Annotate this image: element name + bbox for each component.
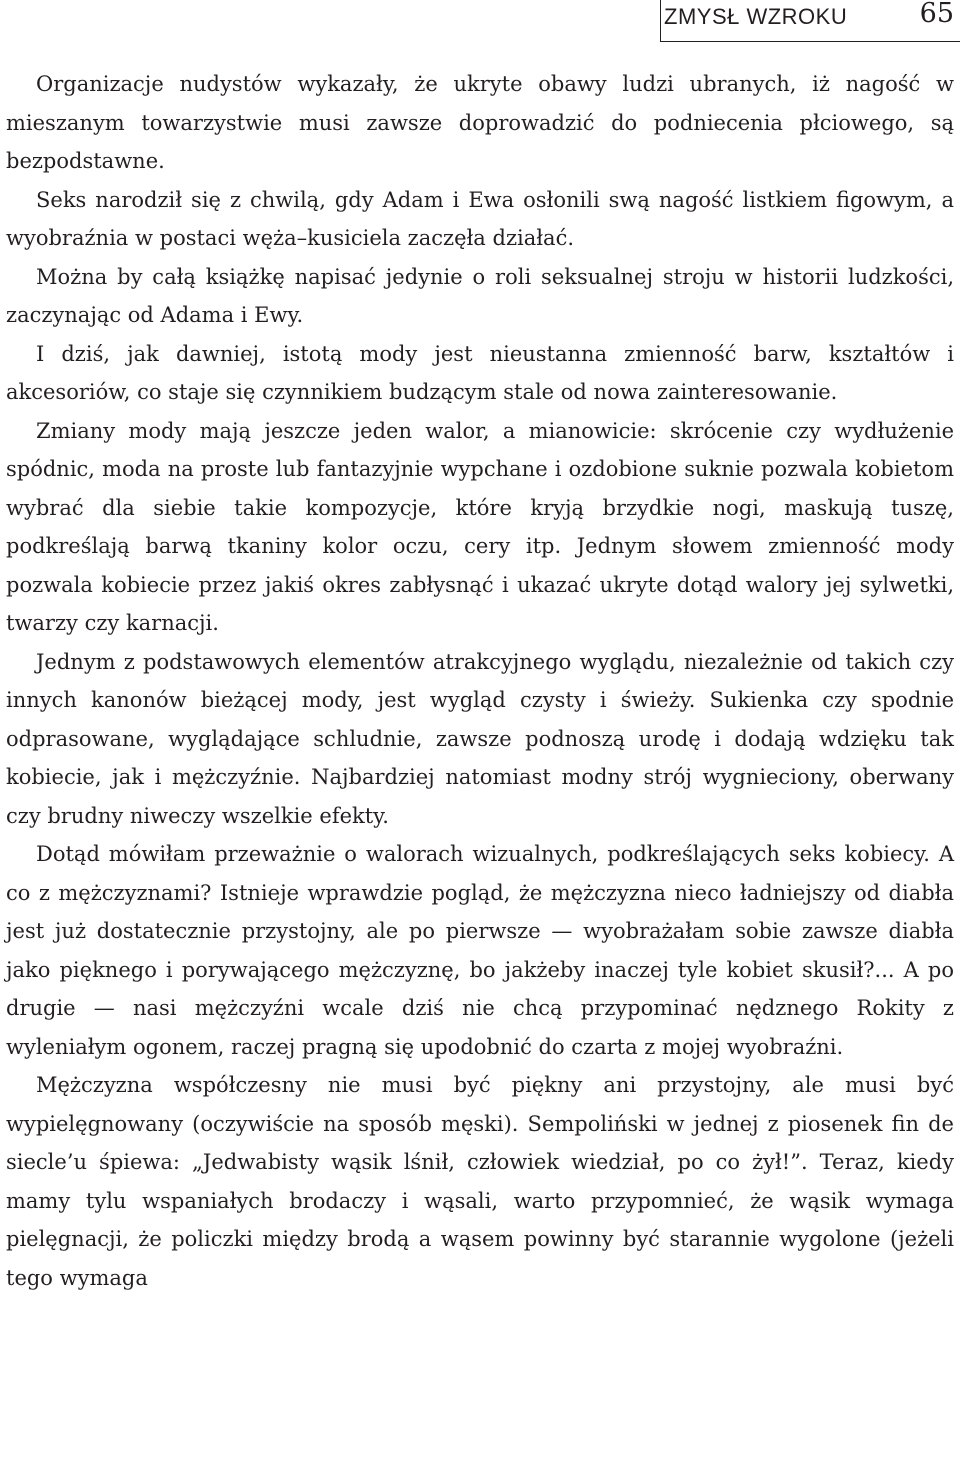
running-header bbox=[660, 0, 960, 42]
paragraph: Seks narodził się z chwilą, gdy Adam i Ewa osłonili swą nagość listkiem figowym, a wyobraźnia w postaci węża–kusiciela zaczęła działać. bbox=[6, 187, 954, 250]
chapter-title: ZMYSŁ WZROKU bbox=[664, 4, 848, 29]
paragraph: Jednym z podstawowych elementów atrakcyjnego wyglądu, niezależnie od takich czy innych kanonów bieżącej mody, jest wygląd czysty i świeży. Sukienka czy spodnie odprasowane, wyglądające schludnie, zawsze podnoszą urodę i dodają wdzięku tak kobiecie, jak i mężczyźnie. Najbardziej natomiast modny strój wygnieciony, oberwany czy brudny niweczy wszelkie efekty. bbox=[6, 649, 954, 828]
page-number: 65 bbox=[919, 0, 954, 29]
paragraph: Organizacje nudystów wykazały, że ukryte obawy ludzi ubranych, iż nagość w mieszanym towarzystwie musi zawsze doprowadzić do podniecenia płciowego, są bezpodstawne. bbox=[6, 72, 954, 173]
paragraph: Zmiany mody mają jeszcze jeden walor, a mianowicie: skrócenie czy wydłużenie spódnic, moda na proste lub fantazyjnie wypchane i ozdobione suknie pozwala kobietom wybrać dla siebie takie kompozycje, które kryją brzydkie nogi, maskują tuszę, podkreślają barwą tkaniny kolor oczu, cery itp. Jednym słowem zmienność mody pozwala kobiecie przez jakiś okres zabłysnąć i ukazać ukryte dotąd walory jej sylwetki, twarzy czy karnacji. bbox=[6, 418, 954, 635]
body-text bbox=[6, 65, 954, 1297]
paragraph: Dotąd mówiłam przeważnie o walorach wizualnych, podkreślających seks kobiecy. A co z mężczyznami? Istnieje wprawdzie pogląd, że mężczyzna nieco ładniejszy od diabła jest już dostatecznie przystojny, ale po pierwsze — wyobrażałam sobie zawsze diabła jako pięknego i porywającego mężczyznę, bo jakżeby inaczej tyle kobiet skusił?... A po drugie — nasi mężczyźni wcale dziś nie chcą przypominać nędznego Rokity z wyleniałym ogonem, raczej pragną się upodobnić do czarta z mojej wyobraźni. bbox=[6, 842, 954, 1059]
paragraph: Mężczyzna współczesny nie musi być piękny ani przystojny, ale musi być wypielęgnowany (oczywiście na sposób męski). Sempoliński w jednej z piosenek fin de siecle’u śpiewa: „Jedwabisty wąsik lśnił, człowiek wiedział, po co żył!”. Teraz, kiedy mamy tylu wspaniałych brodaczy i wąsali, warto przypomnieć, że wąsik wymaga pielęgnacji, że policzki między brodą a wąsem powinny być starannie wygolone (jeżeli tego wymaga bbox=[6, 1073, 954, 1290]
paragraph: I dziś, jak dawniej, istotą mody jest nieustanna zmienność barw, kształtów i akcesoriów, co staje się czynnikiem budzącym stale od nowa zainteresowanie. bbox=[6, 341, 954, 404]
paragraph: Można by całą książkę napisać jedynie o roli seksualnej stroju w historii ludzkości, zaczynając od Adama i Ewy. bbox=[6, 264, 954, 327]
